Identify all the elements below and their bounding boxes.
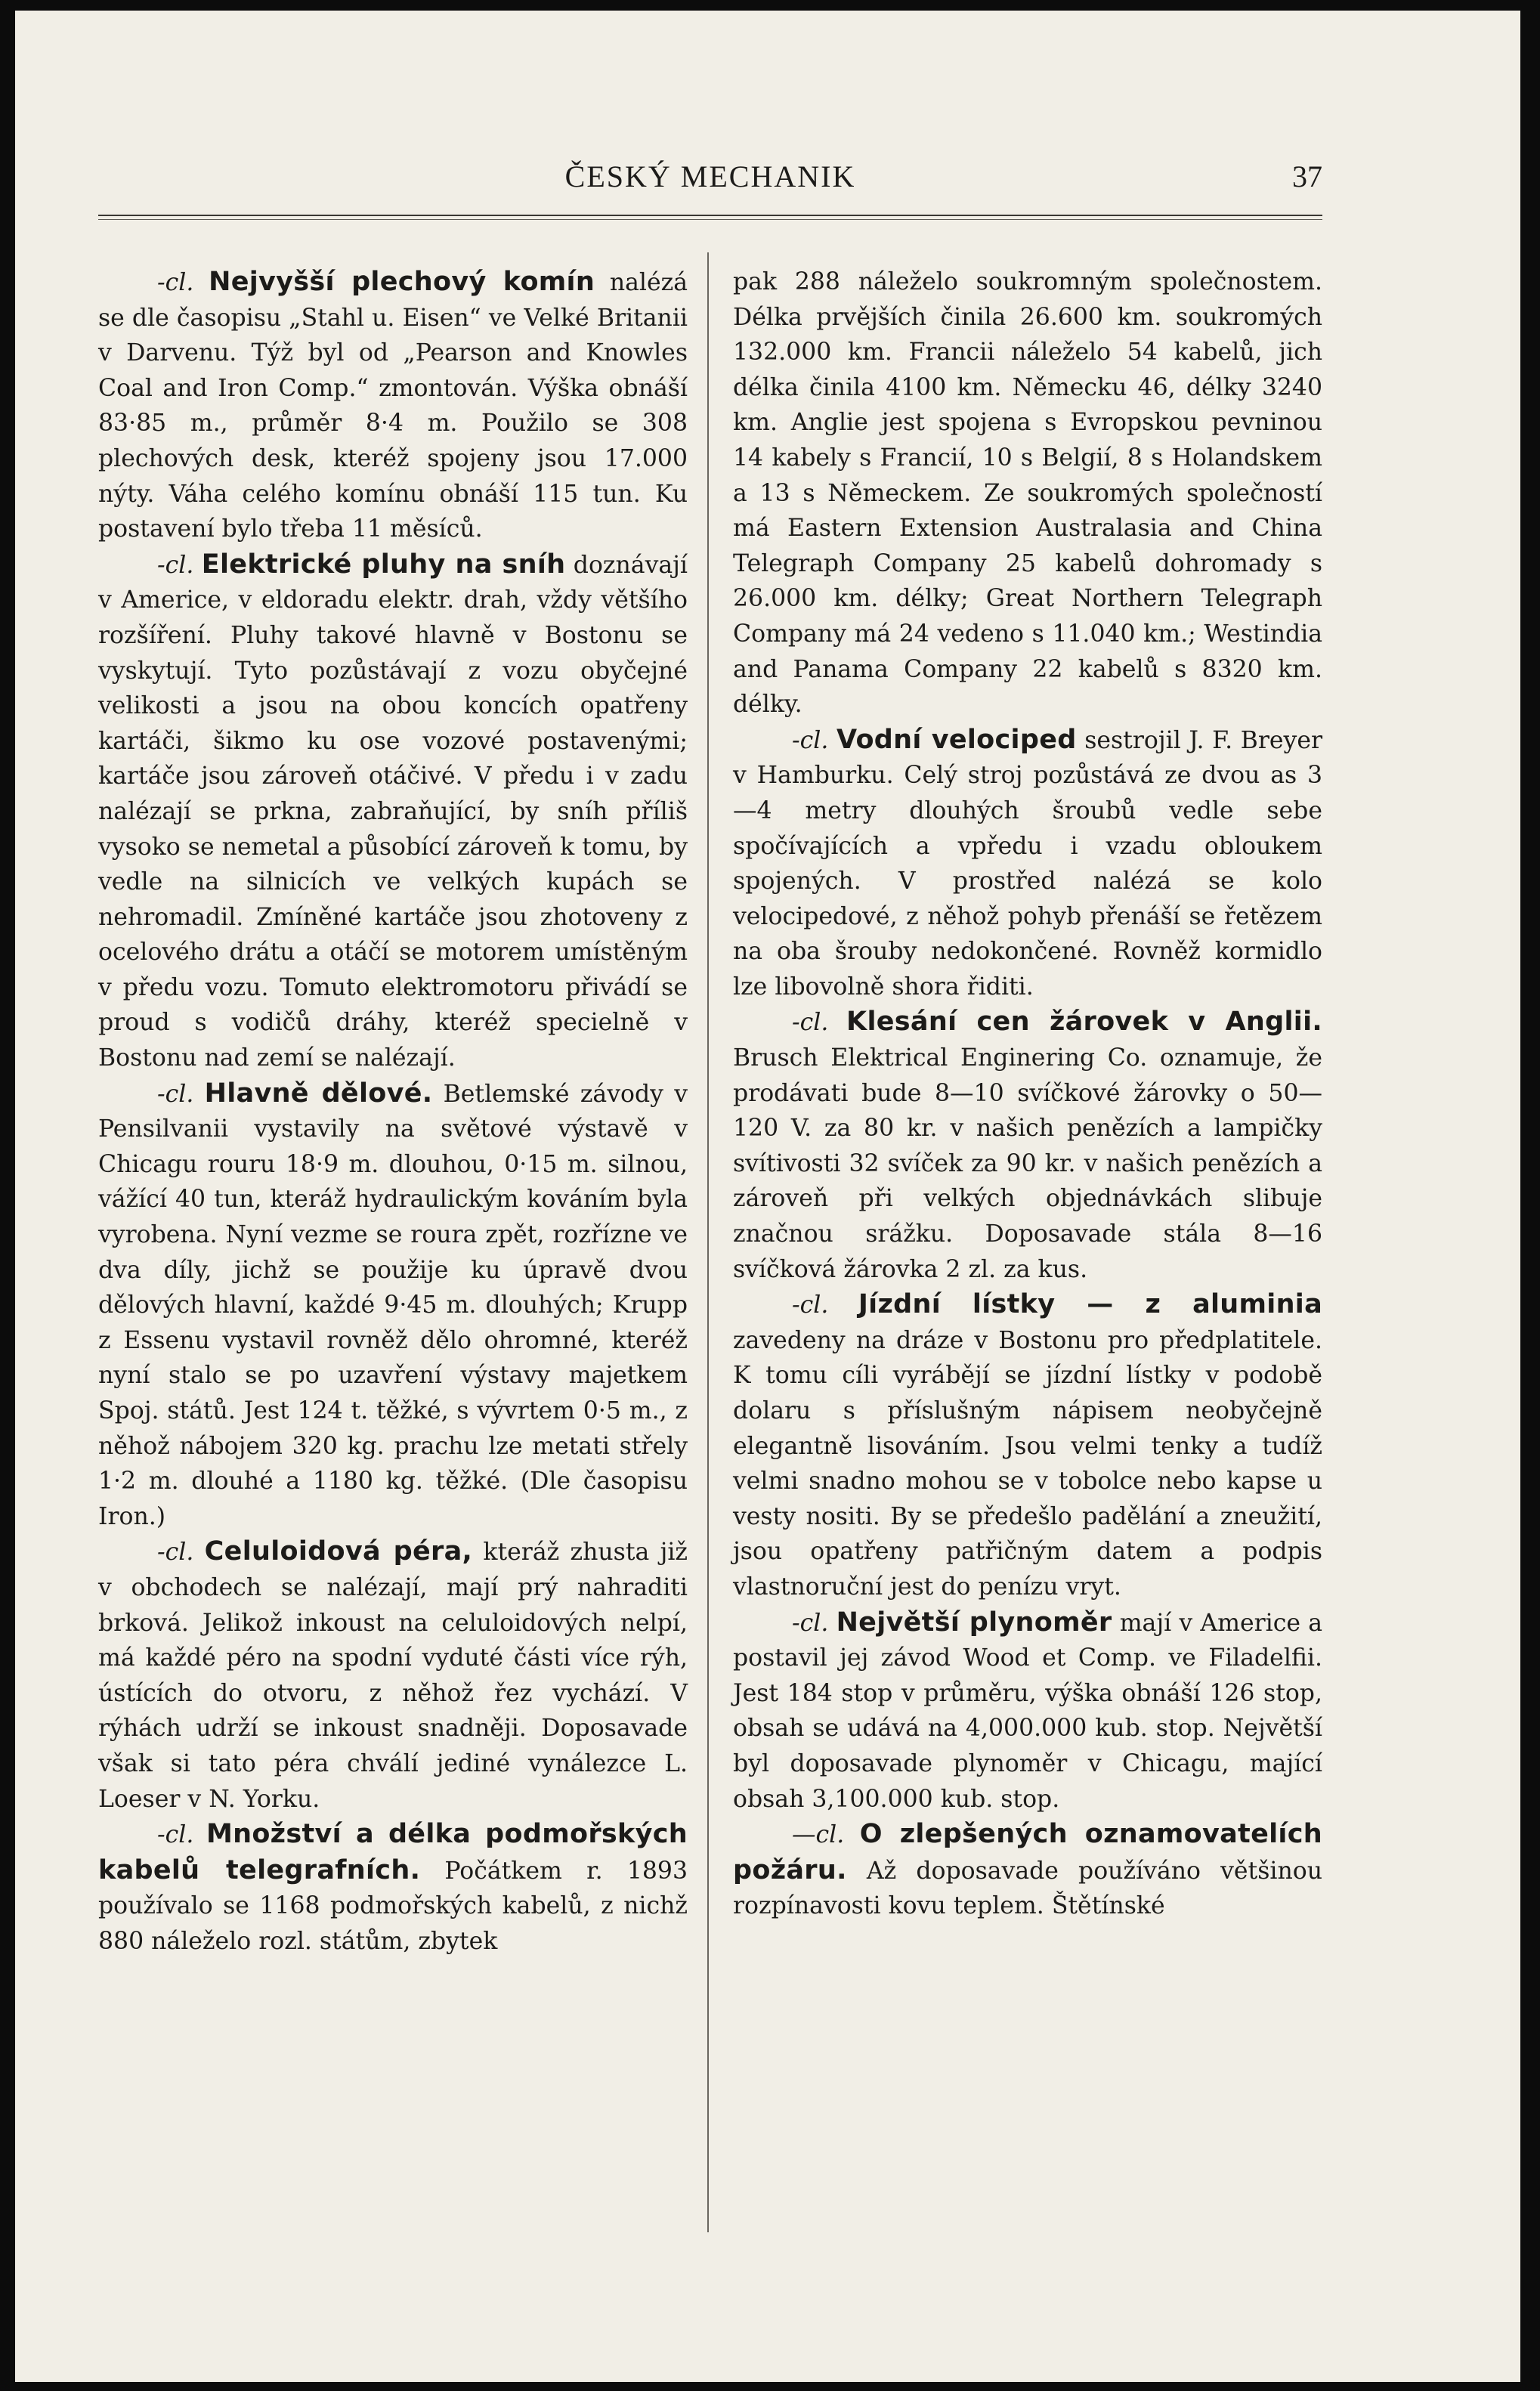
right-column [733, 264, 1322, 1924]
article-heading: Nejvyšší plechový komín [209, 267, 595, 297]
article-signature: -cl. [792, 1609, 829, 1637]
column-divider [707, 252, 709, 2232]
article-heading: Elektrické pluhy na sníh [201, 549, 566, 580]
article-tallest-chimney [98, 264, 688, 547]
article-snow-plows [98, 547, 688, 1076]
running-header [98, 159, 1322, 206]
article-heading: Hlavně dělové. [204, 1078, 433, 1109]
article-signature: -cl. [157, 269, 194, 296]
article-text: Betlemské závody v Pensilvanii vystavily na světové výstavě v Chicagu rouru 18·9 m. dlouhou, 0·15 m. silnou, vážící 40 tun, kteráž hydraulickým kováním byla vyrobena. Nyní vezme se roura zpět, rozřízne ve dva díly, jichž se použije ku úpravě dvou dělových hlavní, každé 9·45 m. dlouhých; Krupp z Essenu vystavil rovněž dělo ohromné, kteréž nyní stalo se po uzavření výstavy majetkem Spoj. států. Jest 124 t. těžké, s vývrtem 0·5 m., z něhož nábojem 320 kg. prachu lze metati střely 1·2 m. dlouhé a 1180 kg. těžké. (Dle časopisu Iron.) [98, 1080, 688, 1530]
article-signature: -cl. [157, 1080, 194, 1108]
article-submarine-cables [98, 1817, 688, 1959]
article-bulb-prices [733, 1004, 1322, 1287]
page-number: 37 [1292, 159, 1322, 193]
article-heading: Jízdní lístky — z aluminia [858, 1289, 1323, 1320]
article-signature: -cl. [157, 1539, 194, 1567]
article-cannon-barrels [98, 1076, 688, 1535]
article-heading: O zlepšených oznamovatelích požáru. [733, 1819, 1322, 1885]
article-largest-gasometer [733, 1605, 1322, 1817]
article-signature: -cl. [792, 726, 829, 754]
article-signature: —cl. [792, 1821, 845, 1849]
article-signature: -cl. [792, 1291, 829, 1319]
article-signature: -cl. [157, 1821, 194, 1849]
page [15, 11, 1520, 2382]
article-text: kteráž zhusta již v obchodech se nalézají, mají prý nahraditi brková. Jelikož inkoust na celuloidových nelpí, má každé péro na spodní vyduté části více rýh, ústících do otvoru, z něhož řez vychází. V rýhách udrží se inkoust snadněji. Doposavade však si tato péra chválí jediné vynálezce L. Loeser v N. Yorku. [98, 1539, 688, 1813]
article-text: Až doposavade používáno většinou rozpínavosti kovu teplem. Štětínské [733, 1857, 1322, 1920]
article-text: nalézá se dle časopisu „Stahl u. Eisen“ ve Velké Britanii v Darvenu. Týž byl od „Pearson and Knowles Coal and Iron Comp.“ zmontován. Výška obnáší 83·85 m., průměr 8·4 m. Použilo se 308 plechových desk, kteréž spojeny jsou 17.000 nýty. Váha celého komínu obnáší 115 tun. Ku postavení bylo třeba 11 měsíců. [98, 269, 688, 543]
article-text: Brusch Elektrical Enginering Co. oznamuje, že prodávati bude 8—10 svíčkové žárovky o 50—120 V. za 80 kr. v našich penězích a lampičky svítivosti 32 svíček za 90 kr. v našich penězích a zároveň při velkých objednávkách slibuje značnou srážku. Doposavade stála 8—16 svíčková žárovka 2 zl. za kus. [733, 1044, 1322, 1283]
article-text: sestrojil J. F. Breyer v Hamburku. Celý stroj pozůstává ze dvou as 3—4 metry dlouhých šroubů vedle sebe spočívajících a vpředu i vzadu obloukem spojených. V prostřed nalézá se kolo velocipedové, z něhož pohyb přenáší se řetězem na oba šrouby nedokončené. Rovněž kormidlo lze libovolně shora řiditi. [733, 726, 1323, 1001]
article-text: doznávají v Americe, v eldoradu elektr. drah, vždy většího rozšíření. Pluhy takové hlavně v Bostonu se vyskytují. Tyto pozůstávají z vozu obyčejné velikosti a jsou na obou koncích opatřeny kartáči, šikmo ku ose vozové postavenými; kartáče jsou zároveň otáčivé. V předu i v zadu nalézají se prkna, zabraňující, by sníh příliš vysoko se nemetal a působící zároveň k tomu, by vedle na silnicích ve velkých kupách se nehromadil. Zmíněné kartáče jsou zhotoveny z ocelového drátu a otáčí se motorem umístěným v předu vozu. Tomuto elektromotoru přivádí se proud s vodičů dráhy, kteréž specielně v Bostonu nad zemí se nalézají. [98, 551, 688, 1072]
article-heading: Množství a délka podmořských kabelů telegrafních. [98, 1819, 688, 1885]
article-text: mají v Americe a postavil jej závod Wood et Comp. ve Filadelfii. Jest 184 stop v průměru, výška obnáší 126 stop, obsah se udává na 4,000.000 kub. stop. Největší byl doposavade plynoměr v Chicagu, mající obsah 3,100.000 kub. stop. [733, 1609, 1323, 1813]
article-celluloid-pens [98, 1534, 688, 1817]
article-water-velocipede [733, 722, 1322, 1005]
article-text: Počátkem r. 1893 používalo se 1168 podmořských kabelů, z nichž 880 náleželo rozl. státům, zbytek [98, 1857, 688, 1955]
article-heading: Klesání cen žárovek v Anglii. [846, 1007, 1322, 1038]
article-signature: -cl. [157, 551, 194, 579]
journal-title: ČESKÝ MECHANIK [564, 159, 856, 193]
article-submarine-cables-continued [733, 264, 1322, 722]
article-heading: Celuloidová péra, [204, 1536, 473, 1567]
article-heading: Největší plynoměr [836, 1607, 1112, 1638]
article-fire-alarms [733, 1817, 1322, 1924]
left-column [98, 264, 688, 1960]
article-text: zavedeny na dráze v Bostonu pro předplatitele. K tomu cíli vyrábějí se jízdní lístky v podobě dolaru s příslušným nápisem neobyčejně elegantně lisováním. Jsou velmi tenky a tudíž velmi snadno mohou se v tobolce nebo kapse u vesty nositi. By se předešlo padělání a zneužití, jsou opatřeny patřičným datem a podpis vlastnoruční jest do penízu vryt. [733, 1326, 1322, 1601]
article-text: pak 288 náleželo soukromným společnostem. Délka prvějších činila 26.600 km. soukromých 132.000 km. Francii náleželo 54 kabelů, jich délka činila 4100 km. Německu 46, délky 3240 km. Anglie jest spojena s Evropskou pevninou 14 kabely s Francií, 10 s Belgií, 8 s Holandskem a 13 s Německem. Ze soukromých společností má Eastern Extension Australasia and China Telegraph Company 25 kabelů dohromady s 26.000 km. délky; Great Northern Telegraph Company má 24 vedeno s 11.040 km.; Westindia and Panama Company 22 kabelů s 8320 km. délky. [733, 268, 1322, 719]
article-heading: Vodní velociped [836, 724, 1077, 755]
article-aluminium-tickets [733, 1287, 1322, 1604]
header-rule [98, 215, 1322, 220]
article-signature: -cl. [792, 1009, 829, 1037]
